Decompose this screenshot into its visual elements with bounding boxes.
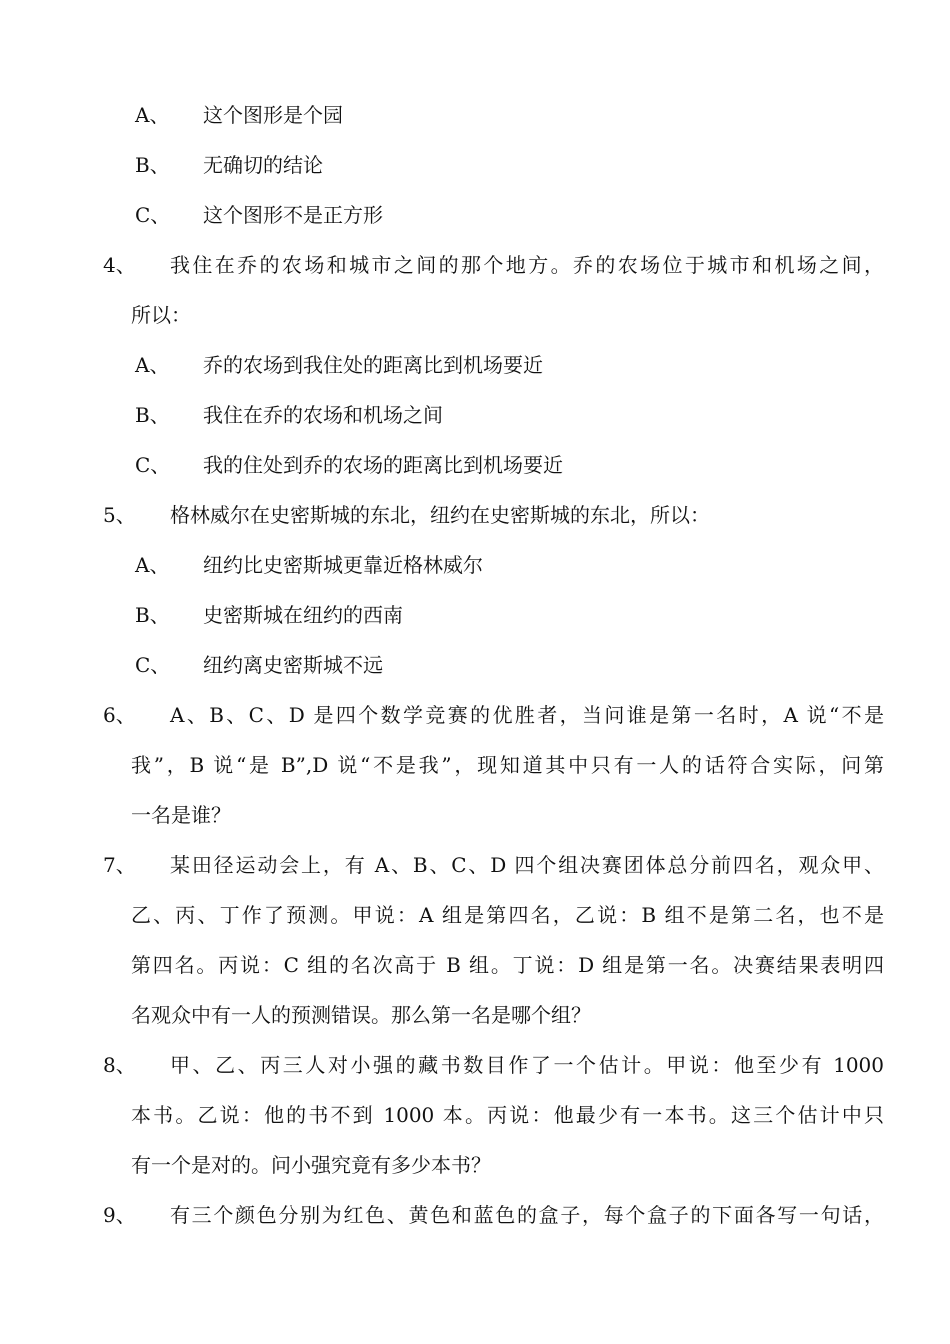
option-c bbox=[0, 190, 950, 240]
option-c bbox=[0, 640, 950, 690]
option-text: 史密斯城在纽约的西南 bbox=[203, 603, 403, 627]
question-6 bbox=[0, 690, 950, 740]
option-letter: B、 bbox=[135, 153, 170, 177]
question-6-cont bbox=[0, 740, 950, 790]
question-7-cont bbox=[0, 890, 950, 940]
question-text: A、B、C、D 是四个数学竞赛的优胜者，当问谁是第一名时，A 说“不是 bbox=[170, 703, 884, 727]
option-letter: A、 bbox=[135, 553, 170, 577]
option-text: 我住在乔的农场和机场之间 bbox=[203, 403, 443, 427]
question-6-cont bbox=[0, 790, 950, 840]
question-text: 有三个颜色分别为红色、黄色和蓝色的盒子，每个盒子的下面各写一句话， bbox=[170, 1203, 884, 1227]
option-text: 我的住处到乔的农场的距离比到机场要近 bbox=[203, 453, 563, 477]
option-letter: A、 bbox=[135, 103, 170, 127]
option-b bbox=[0, 590, 950, 640]
option-a bbox=[0, 540, 950, 590]
question-text: 甲、乙、丙三人对小强的藏书数目作了一个估计。甲说：他至少有 1000 bbox=[170, 1053, 884, 1077]
option-a bbox=[0, 340, 950, 390]
question-number: 5、 bbox=[103, 503, 136, 527]
question-text: 我住在乔的农场和城市之间的那个地方。乔的农场位于城市和机场之间， bbox=[170, 253, 884, 277]
option-letter: C、 bbox=[135, 453, 171, 477]
option-b bbox=[0, 390, 950, 440]
question-text: 所以： bbox=[131, 303, 191, 327]
question-text: 名观众中有一人的预测错误。那么第一名是哪个组？ bbox=[131, 1003, 591, 1027]
option-text: 这个图形不是正方形 bbox=[203, 203, 383, 227]
question-9 bbox=[0, 1190, 950, 1240]
option-text: 这个图形是个园 bbox=[203, 103, 343, 127]
question-number: 8、 bbox=[103, 1053, 136, 1077]
question-7 bbox=[0, 840, 950, 890]
option-c bbox=[0, 440, 950, 490]
question-4 bbox=[0, 240, 950, 290]
question-text: 格林威尔在史密斯城的东北，纽约在史密斯城的东北，所以： bbox=[170, 503, 710, 527]
option-b bbox=[0, 140, 950, 190]
option-letter: C、 bbox=[135, 653, 171, 677]
option-text: 纽约比史密斯城更靠近格林威尔 bbox=[203, 553, 483, 577]
option-letter: B、 bbox=[135, 403, 170, 427]
option-text: 纽约离史密斯城不远 bbox=[203, 653, 383, 677]
question-text: 乙、丙、丁作了预测。甲说：A 组是第四名，乙说：B 组不是第二名，也不是 bbox=[131, 903, 884, 927]
question-7-cont bbox=[0, 940, 950, 990]
option-text: 乔的农场到我住处的距离比到机场要近 bbox=[203, 353, 543, 377]
question-8-cont bbox=[0, 1090, 950, 1140]
question-text: 某田径运动会上，有 A、B、C、D 四个组决赛团体总分前四名，观众甲、 bbox=[170, 853, 884, 877]
question-8 bbox=[0, 1040, 950, 1090]
question-number: 9、 bbox=[103, 1203, 136, 1227]
question-text: 有一个是对的。问小强究竟有多少本书？ bbox=[131, 1153, 491, 1177]
question-8-cont bbox=[0, 1140, 950, 1190]
question-5 bbox=[0, 490, 950, 540]
question-text: 一名是谁？ bbox=[131, 803, 231, 827]
question-number: 6、 bbox=[103, 703, 136, 727]
question-4-cont bbox=[0, 290, 950, 340]
option-letter: A、 bbox=[135, 353, 170, 377]
question-text: 第四名。丙说：C 组的名次高于 B 组。丁说：D 组是第一名。决赛结果表明四 bbox=[131, 953, 884, 977]
option-letter: B、 bbox=[135, 603, 170, 627]
question-number: 4、 bbox=[103, 253, 136, 277]
option-a bbox=[0, 90, 950, 140]
question-text: 本书。乙说：他的书不到 1000 本。丙说：他最少有一本书。这三个估计中只 bbox=[131, 1103, 884, 1127]
option-text: 无确切的结论 bbox=[203, 153, 323, 177]
question-text: 我”，B 说“是 B”,D 说“不是我”，现知道其中只有一人的话符合实际，问第 bbox=[131, 753, 884, 777]
option-letter: C、 bbox=[135, 203, 171, 227]
question-number: 7、 bbox=[103, 853, 136, 877]
question-7-cont bbox=[0, 990, 950, 1040]
